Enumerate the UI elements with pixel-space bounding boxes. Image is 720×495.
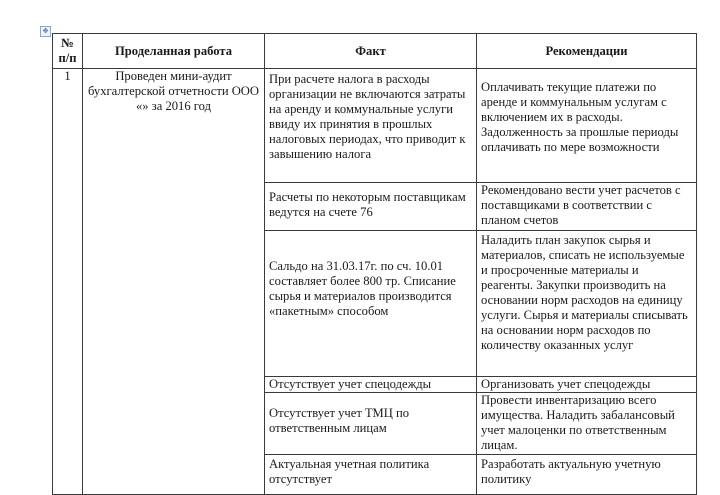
header-recommendations: Рекомендации bbox=[477, 34, 697, 69]
row-number-cell: 1 bbox=[53, 69, 83, 495]
fact-cell: Расчеты по некоторым поставщикам ведутся на счете 76 bbox=[265, 183, 477, 231]
recommendation-text: Провести инвентаризацию всего имущества. Наладить забалансовый учет малоценки по ответственным лицам. bbox=[481, 393, 675, 452]
recommendation-cell bbox=[477, 393, 697, 455]
fact-cell: Актуальная учетная политика отсутствует bbox=[265, 455, 477, 495]
table-move-handle-icon[interactable]: ✥ bbox=[40, 26, 51, 37]
recommendation-cell: Рекомендовано вести учет расчетов с поставщиками в соответствии с планом счетов bbox=[477, 183, 697, 231]
recommendation-cell: Оплачивать текущие платежи по аренде и коммунальным услугам с включением их в расходы. Задолженность за прошлые периоды оплачивать по мере возможности bbox=[477, 69, 697, 183]
fact-cell: Отсутствует учет спецодежды bbox=[265, 377, 477, 393]
header-work: Проделанная работа bbox=[83, 34, 265, 69]
header-num: № п/п bbox=[53, 34, 83, 69]
recommendation-cell: Организовать учет спецодежды bbox=[477, 377, 697, 393]
fact-cell: При расчете налога в расходы организации не включаются затраты на аренду и коммунальные услуги ввиду их принятия в прошлых налоговых периодах, что приводит к завышению налога bbox=[265, 69, 477, 183]
fact-text: Сальдо на 31.03.17г. по сч. 10.01 составляет более 800 тр. Списание сырья и материалов производится «пакетным» способом bbox=[269, 259, 456, 318]
fact-cell: Отсутствует учет ТМЦ по ответственным лицам bbox=[265, 393, 477, 455]
recommendation-cell: Наладить план закупок сырья и материалов, списать не используемые и просроченные материалы и реагенты. Закупки производить на основании норм расходов на единицу услуги. Сырья и материалы списывать на основании норм расходов по количеству оказанных услуг bbox=[477, 231, 697, 377]
audit-report-table bbox=[52, 33, 697, 495]
table-header-row bbox=[53, 34, 697, 69]
work-description-cell: Проведен мини-аудит бухгалтерской отчетности ООО «» за 2016 год bbox=[83, 69, 265, 495]
recommendation-cell: Разработать актуальную учетную политику bbox=[477, 455, 697, 495]
header-fact: Факт bbox=[265, 34, 477, 69]
fact-cell bbox=[265, 231, 477, 377]
table-row bbox=[53, 69, 697, 183]
